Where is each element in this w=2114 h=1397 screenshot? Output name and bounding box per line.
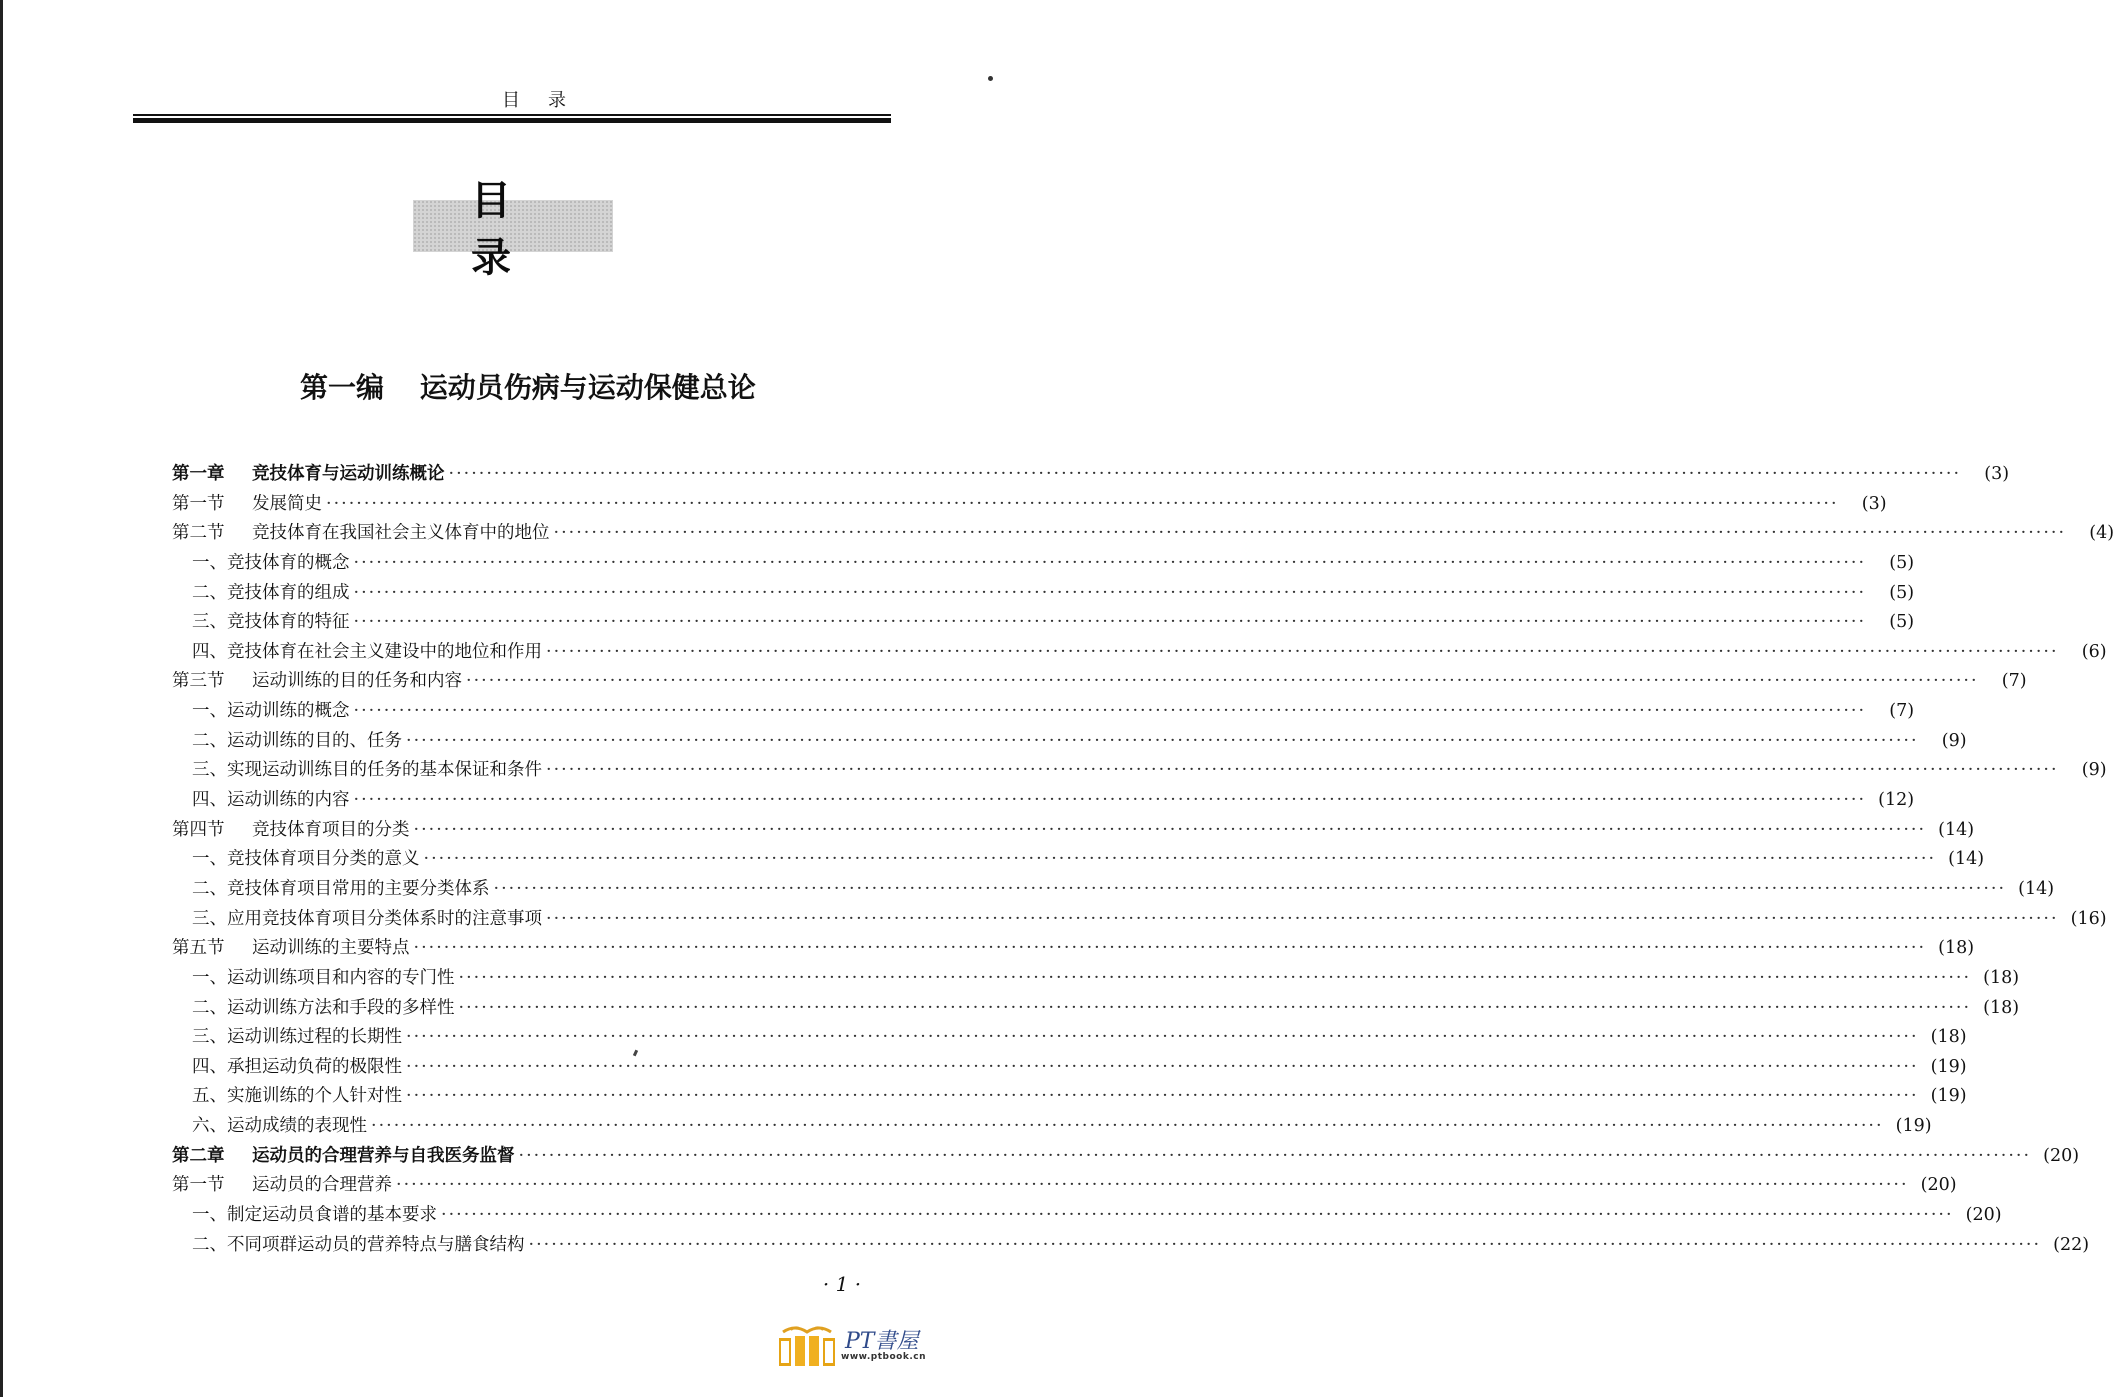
toc-leader-dots: ········································································································································································································ — [493, 878, 2007, 899]
toc-entry-page: (12) — [1878, 790, 1915, 811]
toc-entry — [172, 845, 1985, 875]
header-rule-thin — [133, 114, 891, 116]
toc-entry — [172, 816, 1975, 846]
toc-entry-page: (3) — [1861, 493, 1887, 514]
toc-leader-dots: ········································································································································································································ — [546, 760, 2059, 781]
toc-entry — [172, 549, 1915, 579]
toc-entry — [172, 1023, 1967, 1053]
toc-entry-page: (20) — [2043, 1145, 2080, 1166]
toc-entry-page: (7) — [1889, 701, 1915, 722]
toc-entry — [172, 786, 1915, 816]
toc-entry-title: 三、竞技体育的特征 — [192, 612, 350, 633]
toc-entry-page: (20) — [1965, 1205, 2002, 1226]
toc-entry-title: 二、竞技体育项目常用的主要分类体系 — [192, 878, 490, 899]
toc-entry-title: 一、竞技体育项目分类的意义 — [192, 849, 420, 870]
toc-entry — [172, 608, 1915, 638]
toc-entry — [172, 964, 2020, 994]
toc-leader-dots: ········································································································································································································ — [553, 523, 2067, 544]
toc-entry-number: 第四节 — [172, 819, 225, 840]
toc-entry — [172, 667, 2027, 697]
toc-leader-dots: ········································································································································································································ — [546, 641, 2059, 662]
toc-leader-dots: ········································································································································································································ — [528, 1234, 2042, 1255]
toc-leader-dots: ········································································································································································································ — [441, 1205, 1954, 1226]
toc-entry-page: (19) — [1930, 1086, 1967, 1107]
toc-leader-dots: ········································································································································································································ — [458, 997, 1972, 1018]
toc-leader-dots: ········································································································································································································ — [458, 967, 1972, 988]
toc-leader-dots: ········································································································································································································ — [353, 790, 1867, 811]
toc-entry-page: (22) — [2053, 1234, 2090, 1255]
toc-leader-dots: ········································································································································································································ — [546, 908, 2059, 929]
toc-entry — [172, 1171, 1957, 1201]
table-of-contents — [172, 460, 2114, 1260]
toc-entry-title: 三、运动训练过程的长期性 — [192, 1027, 402, 1048]
toc-entry-title: 四、运动训练的内容 — [192, 790, 350, 811]
toc-entry — [172, 1231, 2090, 1261]
toc-leader-dots: ········································································································································································································ — [448, 464, 1962, 484]
toc-entry-number: 第二章 — [172, 1145, 225, 1166]
toc-entry-title: 一、运动训练的概念 — [192, 701, 350, 722]
toc-entry-title: 二、竞技体育的组成 — [192, 582, 350, 603]
toc-entry — [172, 905, 2107, 935]
page-number: · 1 · — [822, 1272, 862, 1296]
toc-entry-title: 竞技体育项目的分类 — [252, 819, 410, 840]
toc-entry-page: (19) — [1895, 1116, 1932, 1137]
toc-entry-title: 二、运动训练方法和手段的多样性 — [192, 997, 455, 1018]
toc-entry-title: 竞技体育与运动训练概论 — [252, 464, 445, 484]
toc-entry — [172, 727, 1967, 757]
toc-leader-dots: ········································································································································································································ — [353, 552, 1867, 573]
toc-entry-title: 一、竞技体育的概念 — [192, 552, 350, 573]
toc-entry-title: 四、承担运动负荷的极限性 — [192, 1056, 402, 1077]
toc-entry — [172, 579, 1915, 609]
toc-entry-page: (18) — [1930, 1027, 1967, 1048]
part-number: 第一编 — [300, 371, 385, 404]
toc-entry-title: 运动员的合理营养与自我医务监督 — [252, 1145, 515, 1166]
toc-entry — [172, 697, 1915, 727]
toc-entry — [172, 1053, 1967, 1083]
toc-entry-title: 二、不同项群运动员的营养特点与膳食结构 — [192, 1234, 525, 1255]
toc-entry-page: (14) — [1948, 849, 1985, 870]
toc-entry-number: 第五节 — [172, 938, 225, 959]
toc-leader-dots: ········································································································································································································ — [406, 730, 1919, 751]
toc-entry — [172, 460, 2010, 490]
toc-entry-page: (7) — [2001, 671, 2027, 692]
toc-entry-title: 三、实现运动训练目的任务的基本保证和条件 — [192, 760, 542, 781]
toc-entry — [172, 1142, 2080, 1172]
toc-entry-page: (5) — [1889, 612, 1915, 633]
watermark-url: www.ptbook.cn — [841, 1352, 926, 1362]
toc-entry-number: 第三节 — [172, 671, 225, 692]
toc-entry-page: (20) — [1920, 1175, 1957, 1196]
toc-entry-page: (14) — [1938, 819, 1975, 840]
toc-entry-number: 第一章 — [172, 464, 225, 484]
toc-entry-title: 三、应用竞技体育项目分类体系时的注意事项 — [192, 908, 542, 929]
toc-entry-number: 第一节 — [172, 1175, 225, 1196]
toc-entry-page: (9) — [2081, 760, 2107, 781]
toc-leader-dots: ········································································································································································································ — [353, 582, 1867, 603]
toc-entry — [172, 994, 2020, 1024]
toc-entry — [172, 638, 2107, 668]
toc-entry-page: (9) — [1941, 730, 1967, 751]
toc-entry — [172, 1112, 1932, 1142]
running-head: 目录 — [502, 90, 594, 111]
toc-entry-page: (16) — [2070, 908, 2107, 929]
toc-entry — [172, 756, 2107, 786]
toc-entry-number: 第一节 — [172, 493, 225, 514]
toc-entry — [172, 490, 1887, 520]
toc-entry-page: (5) — [1889, 552, 1915, 573]
toc-leader-dots: ········································································································································································································ — [396, 1175, 1909, 1196]
toc-entry — [172, 1082, 1967, 1112]
toc-entry — [172, 519, 2114, 549]
toc-entry-page: (3) — [1984, 464, 2010, 484]
toc-leader-dots: ········································································································································································································ — [371, 1116, 1884, 1137]
toc-leader-dots: ········································································································································································································ — [406, 1027, 1919, 1048]
toc-leader-dots: ········································································································································································································ — [406, 1056, 1919, 1077]
toc-entry — [172, 875, 2055, 905]
part-heading — [300, 366, 756, 406]
page-title: 目录 — [471, 177, 569, 281]
watermark-name: PT書屋 — [845, 1329, 919, 1354]
toc-entry-page: (19) — [1930, 1056, 1967, 1077]
toc-leader-dots: ········································································································································································································ — [353, 612, 1867, 633]
header-rule-thick — [133, 118, 891, 123]
toc-leader-dots: ········································································································································································································ — [466, 671, 1979, 692]
toc-entry-title: 发展简史 — [252, 493, 322, 514]
toc-entry-title: 竞技体育在我国社会主义体育中的地位 — [252, 523, 550, 544]
toc-entry-page: (18) — [1938, 938, 1975, 959]
toc-entry-page: (6) — [2081, 641, 2107, 662]
toc-leader-dots: ········································································································································································································ — [353, 701, 1867, 722]
watermark — [775, 1322, 975, 1372]
toc-leader-dots: ········································································································································································································ — [326, 493, 1839, 514]
toc-entry-title: 运动员的合理营养 — [252, 1175, 392, 1196]
toc-entry-title: 运动训练的主要特点 — [252, 938, 410, 959]
toc-leader-dots: ········································································································································································································ — [413, 819, 1927, 840]
toc-entry-title: 六、运动成绩的表现性 — [192, 1116, 367, 1137]
toc-entry-page: (14) — [2018, 878, 2055, 899]
toc-leader-dots: ········································································································································································································ — [413, 938, 1927, 959]
toc-leader-dots: ········································································································································································································ — [518, 1145, 2032, 1166]
toc-entry-title: 一、运动训练项目和内容的专门性 — [192, 967, 455, 988]
toc-entry-page: (4) — [2089, 523, 2114, 544]
toc-entry-title: 四、竞技体育在社会主义建设中的地位和作用 — [192, 641, 542, 662]
toc-entry-title: 运动训练的目的任务和内容 — [252, 671, 462, 692]
toc-leader-dots: ········································································································································································································ — [406, 1086, 1919, 1107]
toc-entry-page: (18) — [1983, 997, 2020, 1018]
toc-entry-page: (18) — [1983, 967, 2020, 988]
toc-entry — [172, 934, 1975, 964]
toc-entry-page: (5) — [1889, 582, 1915, 603]
toc-entry — [172, 1201, 2002, 1231]
toc-leader-dots: ········································································································································································································ — [423, 849, 1937, 870]
book-logo-icon — [775, 1322, 839, 1370]
toc-entry-number: 第二节 — [172, 523, 225, 544]
toc-entry-title: 五、实施训练的个人针对性 — [192, 1086, 402, 1107]
scan-speck — [988, 76, 993, 81]
title-box — [413, 177, 613, 281]
scan-page-edge — [0, 0, 3, 1397]
toc-entry-title: 二、运动训练的目的、任务 — [192, 730, 402, 751]
part-title: 运动员伤病与运动保健总论 — [419, 371, 756, 404]
toc-entry-title: 一、制定运动员食谱的基本要求 — [192, 1205, 437, 1226]
